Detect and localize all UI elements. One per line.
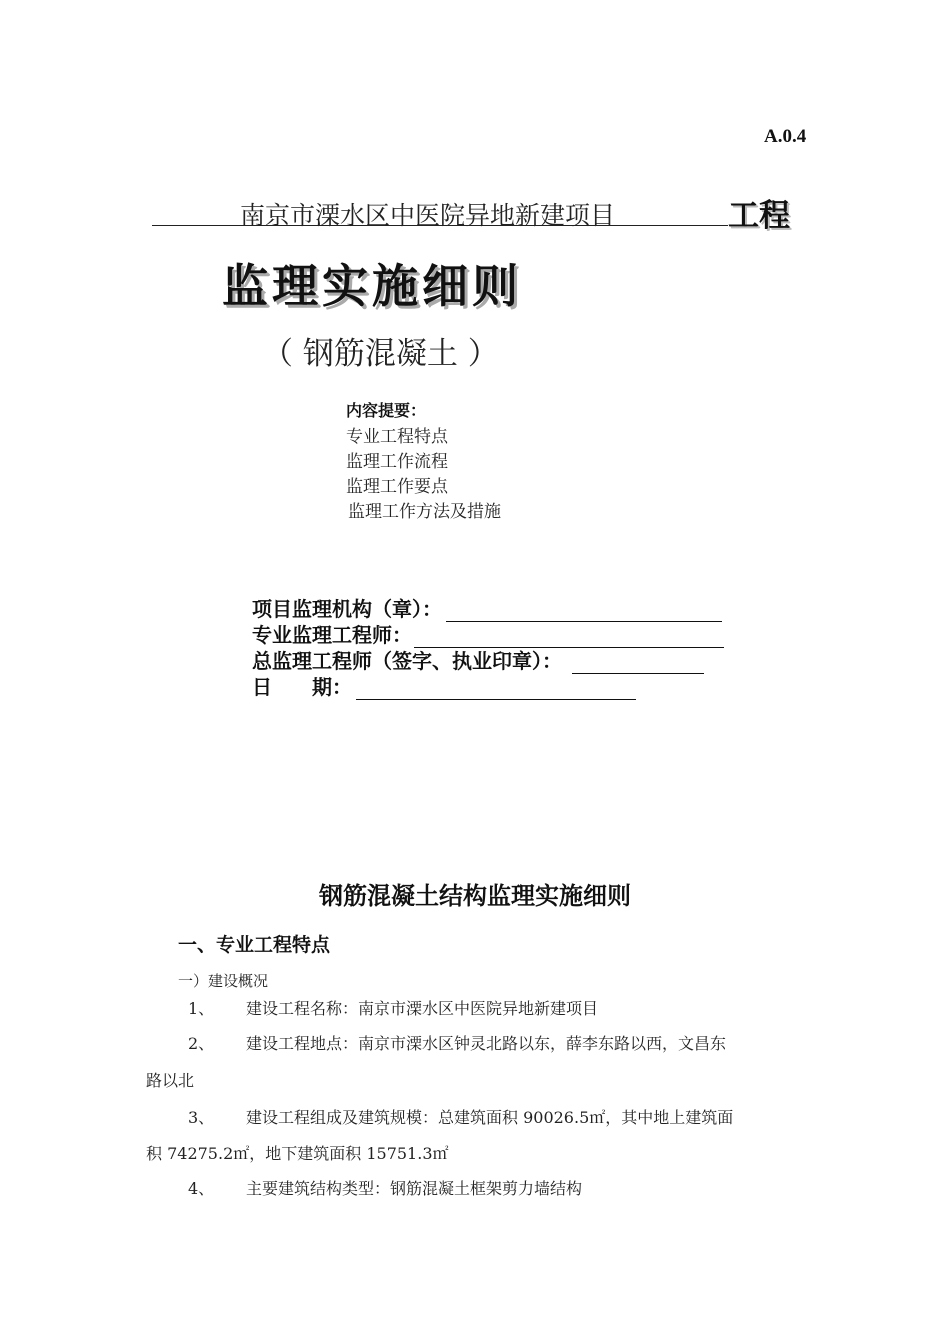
summary-item: 专业工程特点 bbox=[346, 427, 448, 447]
document-code: A.0.4 bbox=[764, 126, 807, 147]
item-text: 主要建筑结构类型：钢筋混凝土框架剪力墙结构 bbox=[246, 1179, 583, 1198]
summary-item: 监理工作要点 bbox=[346, 477, 448, 497]
project-suffix: 工程 bbox=[728, 198, 790, 234]
document-title: 钢筋混凝土结构监理实施细则 bbox=[319, 882, 631, 910]
sign-field-date[interactable] bbox=[356, 679, 636, 700]
main-title: 监理实施细则 bbox=[222, 259, 522, 313]
item-text: 建设工程名称：南京市溧水区中医院异地新建项目 bbox=[246, 999, 599, 1018]
overview-item-3 bbox=[188, 1105, 733, 1128]
overview-item-1 bbox=[188, 996, 598, 1019]
project-name: 南京市溧水区中医院异地新建项目 bbox=[240, 201, 616, 230]
sign-row-engineer bbox=[252, 622, 724, 648]
signature-block bbox=[252, 596, 724, 700]
sign-label-date: 日 期： bbox=[252, 675, 352, 699]
summary-item: 监理工作流程 bbox=[346, 452, 448, 472]
item-number: 3、 bbox=[188, 1108, 215, 1127]
sign-row-chief bbox=[252, 648, 724, 674]
overview-item-3-cont: 积 74275.2㎡，地下建筑面积 15751.3㎡ bbox=[146, 1144, 449, 1163]
sign-label-chief: 总监理工程师（签字、执业印章）： bbox=[252, 649, 562, 673]
overview-item-2 bbox=[188, 1031, 726, 1054]
overview-item-4 bbox=[188, 1176, 582, 1199]
sign-label-engineer: 专业监理工程师： bbox=[252, 623, 412, 647]
sign-field-chief[interactable] bbox=[572, 653, 704, 674]
sign-row-org bbox=[252, 596, 724, 622]
sign-field-engineer[interactable] bbox=[414, 627, 724, 648]
overview-item-2-cont: 路以北 bbox=[146, 1071, 195, 1090]
summary-item: 监理工作方法及措施 bbox=[348, 502, 501, 522]
content-summary bbox=[346, 398, 501, 525]
item-text: 建设工程地点：南京市溧水区钟灵北路以东，薛李东路以西，文昌东 bbox=[246, 1034, 727, 1053]
sign-field-org[interactable] bbox=[446, 601, 722, 622]
item-text: 建设工程组成及建筑规模：总建筑面积 90026.5㎡，其中地上建筑面 bbox=[246, 1108, 734, 1127]
item-number: 1、 bbox=[188, 999, 215, 1018]
item-number: 2、 bbox=[188, 1034, 215, 1053]
subtitle: （ 钢筋混凝土 ） bbox=[262, 336, 499, 372]
sign-label-org: 项目监理机构（章）： bbox=[252, 597, 442, 621]
item-number: 4、 bbox=[188, 1179, 215, 1198]
sign-row-date bbox=[252, 674, 724, 700]
section-heading: 一、专业工程特点 bbox=[178, 934, 331, 956]
subsection-heading: 一）建设概况 bbox=[178, 972, 269, 990]
summary-heading: 内容提要： bbox=[346, 401, 427, 420]
